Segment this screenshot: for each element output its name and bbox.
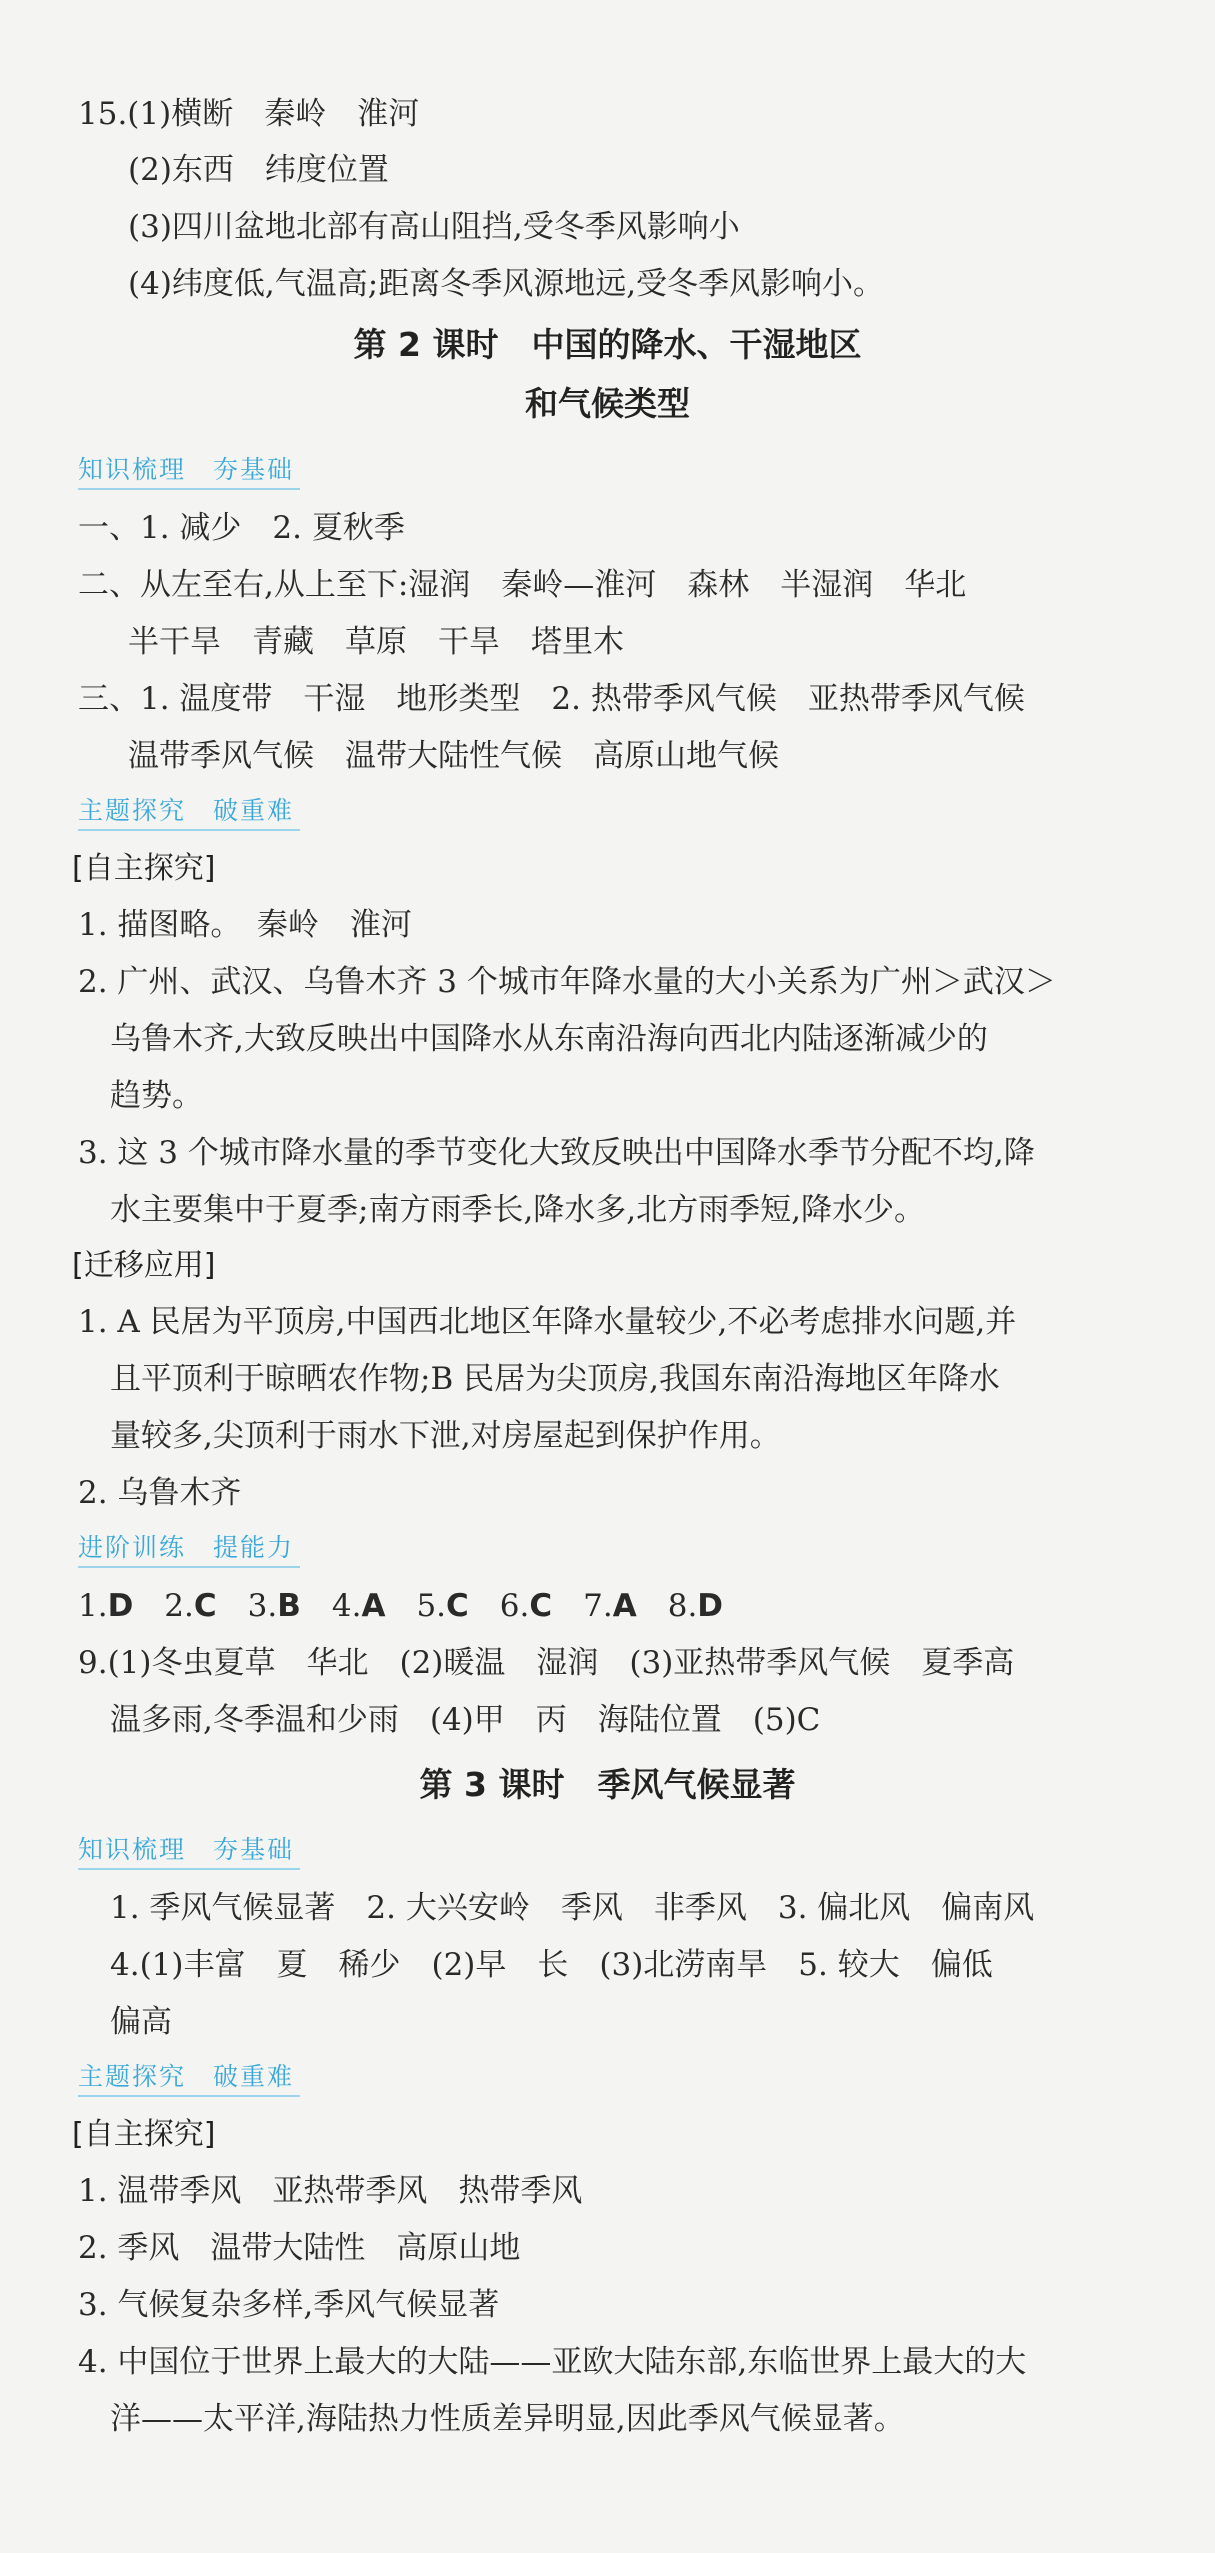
question-number: 2. <box>133 1588 194 1624</box>
lesson-title: 第 2 课时 中国的降水、干湿地区 <box>353 325 862 364</box>
answer-line: (2)东西 纬度位置 <box>128 152 389 188</box>
answer-line: 且平顶利于晾晒农作物;B 民居为尖顶房,我国东南沿海地区年降水 <box>110 1361 1000 1397</box>
question-number: 6. <box>468 1588 530 1624</box>
question-number: 4. <box>300 1588 362 1624</box>
answer-line: 半干旱 青藏 草原 干旱 塔里木 <box>128 624 624 660</box>
question-number: 8. <box>636 1588 698 1624</box>
answer-line: 15.(1)横断 秦岭 淮河 <box>78 96 420 132</box>
answer-line: 1. 温带季风 亚热带季风 热带季风 <box>78 2173 583 2209</box>
answer-line: 2. 广州、武汉、乌鲁木齐 3 个城市年降水量的大小关系为广州＞武汉＞ <box>78 964 1056 1000</box>
answer-line: 洋——太平洋,海陆热力性质差异明显,因此季风气候显著。 <box>110 2401 905 2437</box>
choice-answer: A <box>361 1588 386 1624</box>
answer-line: 1. A 民居为平顶房,中国西北地区年降水量较少,不必考虑排水问题,并 <box>78 1304 1017 1340</box>
question-number: 5. <box>385 1588 447 1624</box>
subsection-heading: [迁移应用] <box>72 1248 216 1283</box>
answer-line: 量较多,尖顶利于雨水下泄,对房屋起到保护作用。 <box>110 1418 781 1454</box>
choice-answer: A <box>612 1588 637 1624</box>
answer-line: 3. 这 3 个城市降水量的季节变化大致反映出中国降水季节分配不均,降 <box>78 1135 1035 1171</box>
section-heading: 主题探究 破重难 <box>78 793 300 831</box>
section-heading: 知识梳理 夯基础 <box>78 1832 300 1870</box>
answer-line: 一、1. 减少 2. 夏秋季 <box>78 510 405 546</box>
answer-line: 温多雨,冬季温和少雨 (4)甲 丙 海陆位置 (5)C <box>110 1702 821 1738</box>
subsection-heading: [自主探究] <box>72 851 216 886</box>
section-heading: 主题探究 破重难 <box>78 2059 300 2097</box>
answer-line: 水主要集中于夏季;南方雨季长,降水多,北方雨季短,降水少。 <box>110 1192 926 1228</box>
answer-line: 趋势。 <box>110 1078 203 1114</box>
section-heading: 知识梳理 夯基础 <box>78 452 300 490</box>
answer-line: 1. 描图略。 秦岭 淮河 <box>78 907 412 943</box>
question-number: 3. <box>216 1588 278 1624</box>
answer-line: 三、1. 温度带 干湿 地形类型 2. 热带季风气候 亚热带季风气候 <box>78 681 1025 717</box>
answer-line: 2. 季风 温带大陆性 高原山地 <box>78 2230 521 2266</box>
lesson-title: 和气候类型 <box>525 384 690 423</box>
answer-line: 乌鲁木齐,大致反映出中国降水从东南沿海向西北内陆逐渐减少的 <box>110 1021 988 1057</box>
answer-line: 二、从左至右,从上至下:湿润 秦岭—淮河 森林 半湿润 华北 <box>78 567 967 603</box>
choice-answer: C <box>446 1588 469 1624</box>
multiple-choice-answers <box>78 1584 1155 1628</box>
answer-line: 2. 乌鲁木齐 <box>78 1475 242 1511</box>
choice-answer: C <box>529 1588 553 1624</box>
answer-line: 9.(1)冬虫夏草 华北 (2)暖温 湿润 (3)亚热带季风气候 夏季高 <box>78 1645 1015 1681</box>
choice-answer: B <box>277 1588 301 1624</box>
question-number: 1. <box>78 1588 108 1624</box>
answer-line: 4.(1)丰富 夏 稀少 (2)早 长 (3)北涝南旱 5. 较大 偏低 <box>110 1947 993 1983</box>
section-heading: 进阶训练 提能力 <box>78 1530 300 1568</box>
question-number: 7. <box>552 1588 613 1624</box>
lesson-title: 第 3 课时 季风气候显著 <box>419 1765 796 1804</box>
answer-line: 温带季风气候 温带大陆性气候 高原山地气候 <box>128 738 779 774</box>
answer-line: 偏高 <box>110 2004 172 2040</box>
answer-line: 4. 中国位于世界上最大的大陆——亚欧大陆东部,东临世界上最大的大 <box>78 2344 1027 2380</box>
choice-answer: D <box>107 1588 134 1624</box>
subsection-heading: [自主探究] <box>72 2117 216 2152</box>
choice-answer: C <box>193 1588 217 1624</box>
answer-line: (4)纬度低,气温高;距离冬季风源地远,受冬季风影响小。 <box>128 266 885 302</box>
choice-answer: D <box>697 1588 724 1624</box>
answer-line: 1. 季风气候显著 2. 大兴安岭 季风 非季风 3. 偏北风 偏南风 <box>110 1890 1035 1926</box>
answer-line: (3)四川盆地北部有高山阻挡,受冬季风影响小 <box>128 209 740 245</box>
answer-line: 3. 气候复杂多样,季风气候显著 <box>78 2287 500 2323</box>
